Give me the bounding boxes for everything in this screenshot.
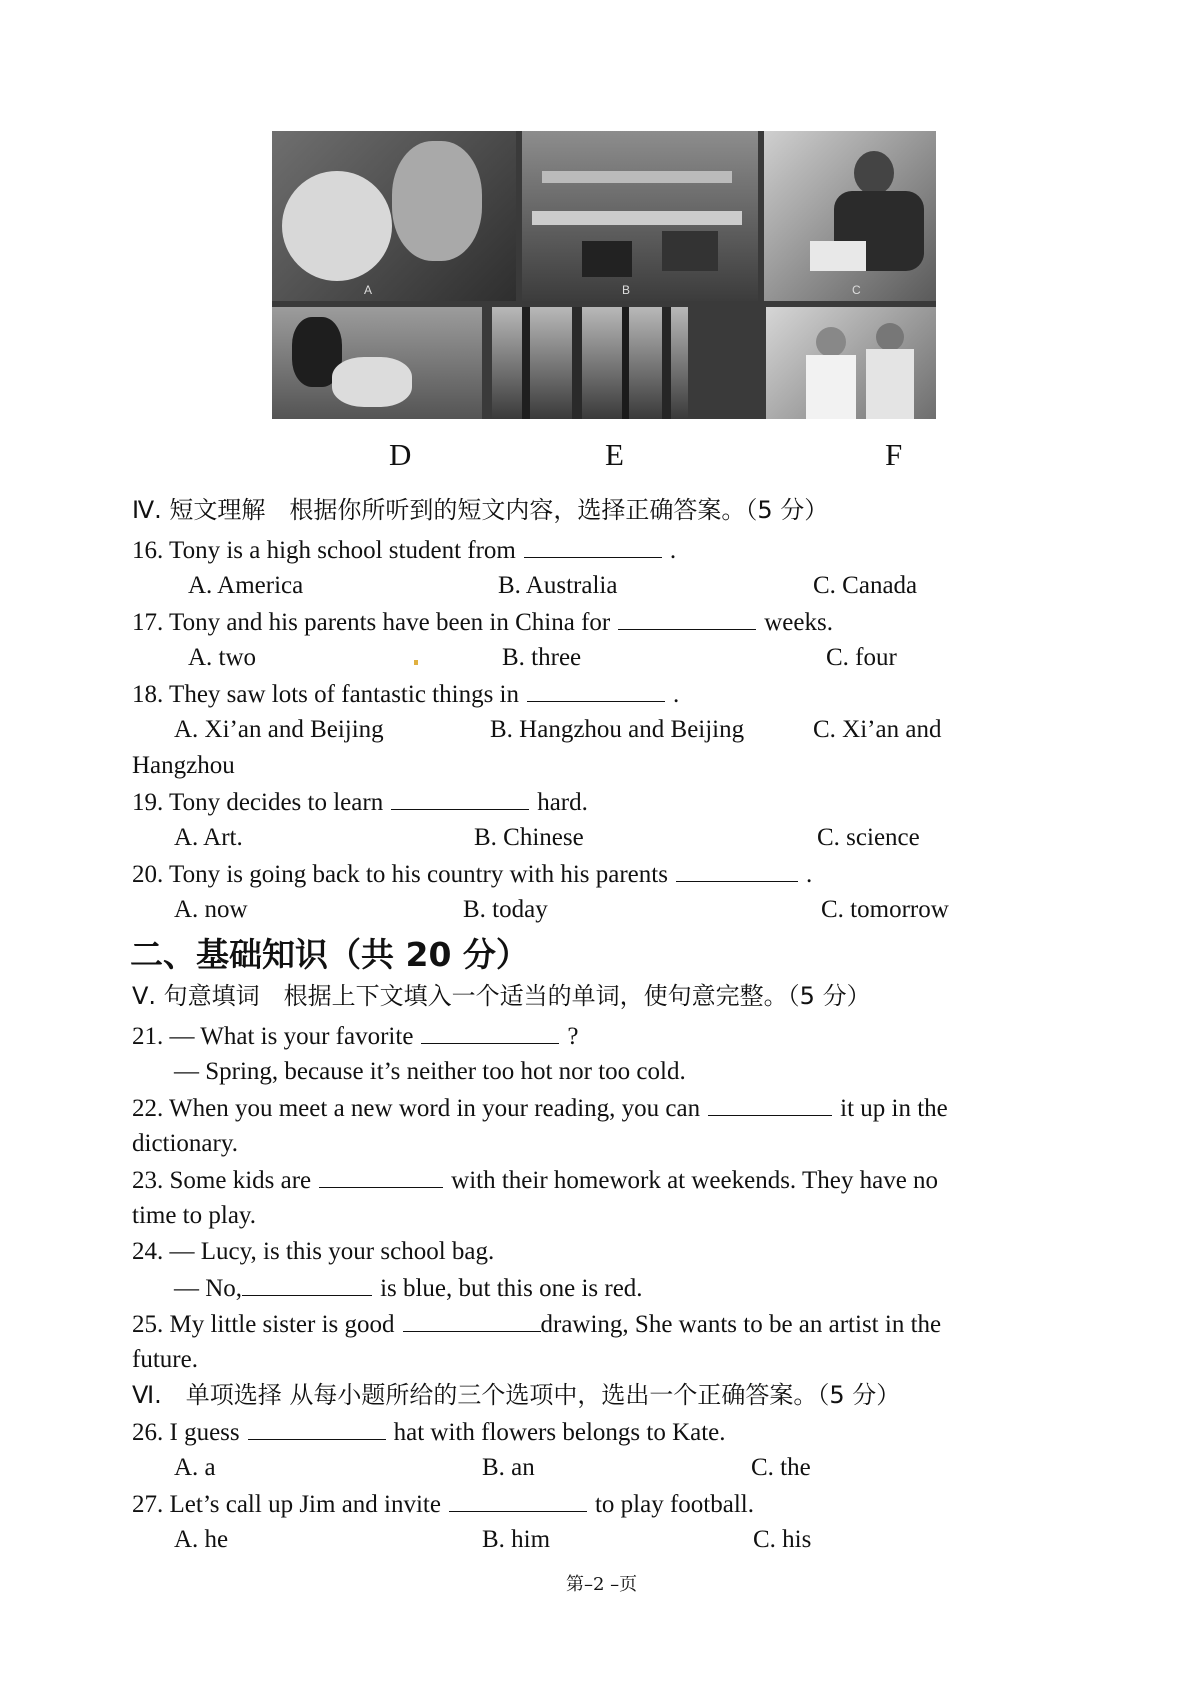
photo-label-b: B (622, 283, 631, 297)
q18-option-c-wrap: Hangzhou (132, 752, 235, 779)
answer-blank-17[interactable] (618, 605, 756, 630)
q18-option-b: B. Hangzhou and Beijing (490, 716, 745, 743)
q19-option-c: C. science (817, 824, 920, 851)
photo-e-forest (492, 307, 688, 419)
q16-option-c: C. Canada (813, 572, 918, 599)
picture-letter-f: F (885, 437, 903, 472)
q27-option-b: B. him (482, 1526, 551, 1553)
question-25-stem-end: drawing, She wants to be an artist in the (540, 1311, 942, 1338)
q19-option-b: B. Chinese (474, 824, 584, 851)
question-20-stem-end: . (805, 861, 813, 888)
question-16 (132, 533, 676, 568)
photo-f-people (766, 307, 936, 419)
question-22-wrap: dictionary. (132, 1130, 238, 1157)
answer-blank-26[interactable] (248, 1415, 386, 1440)
question-21-reply: — Spring, because it’s neither too hot nor too cold. (174, 1058, 686, 1085)
question-17-stem: 17. Tony and his parents have been in China for (132, 609, 611, 636)
question-17-stem-end: weeks. (764, 609, 833, 636)
question-20-stem: 20. Tony is going back to his country with his parents (132, 861, 668, 888)
question-24-reply-start: — No, (174, 1275, 243, 1302)
section-4-heading: Ⅳ. 短文理解 根据你所听到的短文内容，选择正确答案。（5 分） (132, 496, 829, 524)
picture-letter-d: D (389, 437, 412, 472)
q17-option-c: C. four (826, 644, 897, 671)
question-23-stem: 23. Some kids are (132, 1167, 312, 1194)
question-24-reply-end: is blue, but this one is red. (380, 1275, 643, 1302)
question-16-stem: 16. Tony is a high school student from (132, 537, 516, 564)
q26-option-c: C. the (751, 1454, 811, 1481)
question-22-stem-end: it up in the (840, 1095, 948, 1122)
q18-option-c: C. Xi’an and (813, 716, 942, 743)
question-27-stem-end: to play football. (594, 1491, 754, 1518)
photo-label-c: C (852, 283, 861, 297)
question-25-wrap: future. (132, 1346, 198, 1373)
q17-option-b: B. three (502, 644, 582, 671)
question-25 (132, 1307, 941, 1342)
answer-blank-23[interactable] (319, 1163, 443, 1188)
photo-d-dog (272, 307, 482, 419)
q16-option-b: B. Australia (498, 572, 618, 599)
section-6-heading: Ⅵ. 单项选择 从每小题所给的三个选项中，选出一个正确答案。（5 分） (132, 1381, 901, 1409)
answer-blank-18[interactable] (527, 677, 665, 702)
question-27-stem: 27. Let’s call up Jim and invite (132, 1491, 441, 1518)
question-23-stem-end: with their homework at weekends. They have no (451, 1167, 939, 1194)
question-21-stem-end: ? (567, 1023, 579, 1050)
question-18 (132, 677, 679, 712)
answer-blank-19[interactable] (391, 785, 529, 810)
question-21 (132, 1019, 579, 1054)
q27-option-a: A. he (174, 1526, 229, 1553)
question-19-stem-end: hard. (537, 789, 588, 816)
q20-option-a: A. now (174, 896, 248, 923)
answer-blank-21[interactable] (421, 1019, 559, 1044)
stray-dot (414, 660, 418, 665)
answer-blank-22[interactable] (708, 1091, 832, 1116)
question-22-stem: 22. When you meet a new word in your reading, you can (132, 1095, 701, 1122)
answer-blank-20[interactable] (676, 857, 798, 882)
picture-letter-e: E (605, 437, 624, 472)
answer-blank-27[interactable] (449, 1487, 587, 1512)
answer-blank-25[interactable] (403, 1307, 541, 1332)
question-21-stem: 21. — What is your favorite (132, 1023, 414, 1050)
question-23 (132, 1163, 938, 1198)
question-26 (132, 1415, 726, 1450)
q19-option-a: A. Art. (174, 824, 243, 851)
q26-option-b: B. an (482, 1454, 535, 1481)
question-17 (132, 605, 833, 640)
question-19 (132, 785, 588, 820)
question-26-stem: 26. I guess (132, 1419, 240, 1446)
photo-c-man-reading (764, 131, 936, 301)
question-20 (132, 857, 812, 892)
question-22 (132, 1091, 948, 1126)
photo-b-computer-lab (522, 131, 758, 301)
question-26-stem-end: hat with flowers belongs to Kate. (393, 1419, 726, 1446)
page-number: 第–2 –页 (566, 1574, 638, 1595)
question-24-reply (174, 1271, 643, 1306)
answer-blank-16[interactable] (524, 533, 662, 558)
answer-blank-24[interactable] (242, 1271, 372, 1296)
section-5-heading: Ⅴ. 句意填词 根据上下文填入一个适当的单词，使句意完整。（5 分） (132, 982, 871, 1010)
q20-option-c: C. tomorrow (821, 896, 949, 923)
question-18-stem-end: . (673, 681, 680, 708)
part-2-heading: 二、基础知识（共 20 分） (130, 935, 529, 974)
photo-collage (272, 131, 936, 419)
photo-label-a: A (364, 283, 373, 297)
question-25-stem: 25. My little sister is good (132, 1311, 395, 1338)
question-27 (132, 1487, 754, 1522)
q27-option-c: C. his (753, 1526, 812, 1553)
question-19-stem: 19. Tony decides to learn (132, 789, 384, 816)
q18-option-a: A. Xi’an and Beijing (174, 716, 384, 743)
photo-a-girl-with-dog (272, 131, 516, 301)
q26-option-a: A. a (174, 1454, 216, 1481)
q17-option-a: A. two (188, 644, 257, 671)
question-16-stem-end: . (669, 537, 677, 564)
question-23-wrap: time to play. (132, 1202, 257, 1229)
question-24: 24. — Lucy, is this your school bag. (132, 1238, 495, 1265)
q20-option-b: B. today (463, 896, 548, 923)
question-18-stem: 18. They saw lots of fantastic things in (132, 681, 519, 708)
q16-option-a: A. America (188, 572, 304, 599)
